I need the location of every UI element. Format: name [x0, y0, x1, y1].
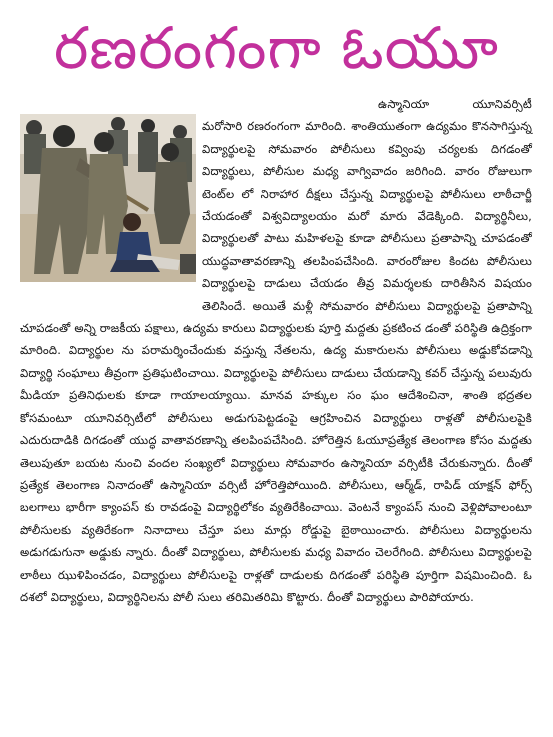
- headline: రణరంగంగా ఓయూ: [54, 14, 499, 82]
- article-paragraph: విద్యార్థులతో పాటు మహిళలపై కూడా పోలీసులు ప్రతాపాన్ని చూపడంతో యుద్ధవాతావరణాన్ని తలపింపచేసింది. వారంరోజుల కిందట పోలీసులు విద్యార్థులపై దాడులు చేయడం తీవ్ర విమర్శలకు దారితీసిన విషయం తెలిసిందే. అయితే మళ్లీ సోమవారం పోలీసులు విద్యార్థులపై ప్రతాపాన్ని చూపడంతో అన్ని రాజకీయ పక్షాలు, ఉద్యమ కారులు విద్యార్థులకు పూర్తి మద్దతు ప్రకటించ డంతో పరిస్థితి ఉద్రిక్తంగా మారింది. విద్యార్థుల ను పరామర్శించేందుకు వస్తున్న నేతలను, ఉద్య మకారులను పోలీసులు అడ్డుకోవడాన్ని విద్యార్థి సంఘాలు తీవ్రంగా ప్రతిఘటించాయి. విద్యార్థులపై పోలీసులు దాడులు చేయడాన్ని కవర్ చేస్తున్న పలువురు మీడియా ప్రతినిధులకు కూడా గాయాలయ్యాయి. మానవ హక్కుల సం ఘం ఆదేశించినా, శాంతి భద్రతల కోసమంటూ యూనివర్సిటీలో పోలీసులు అడుగుపెట్టడంపై ఆగ్రహించిన విద్యార్థులు రాళ్లతో పోలీసులపైకి ఎదురుదాడికి దిగడంతో యుద్ధ వాతావరణాన్ని తలపింపచేసింది. హోరెత్తిన ఓయూప్రత్యేక తెలంగాణ కోసం మద్దతు తెలుపుతూ బయట నుంచి వందల సంఖ్యలో విద్యార్థులు సోమవారం ఉస్మానియా వర్సిటీకి చేరుకున్నారు. దీంతో ప్రత్యేక తెలంగాణ నినాదంతో ఉస్మానియా వర్సిటీ హోరెత్తిపోయింది. పోలీసులు, ఆర్మ్‌డ్, రాపిడ్ యాక్షన్ ఫోర్స్ బలగాలు భారీగా క్యాంపస్ కు రావడంపై విద్యార్థిలోకం వ్యతిరేకించాయి. వెంటనే క్యాంపస్ నుంచి వెళ్లిపోవాలంటూ పోలీసులకు వ్యతిరేకంగా నినాదాలు చేస్తూ పలు మార్లు రోడ్డుపై బైఠాయించారు. పోలీసులు విద్యార్థులను అడుగడుగునా అడ్డుకు న్నారు. దీంతో విద్యార్థులు, పోలీసులకు మధ్య వివాదం చెలరేగింది. పోలీసులు విద్యార్థులపై లాఠీలు ఝుళిపించడం, విద్యార్థులు పోలీసులపై రాళ్లతో దాడులకు దిగడంతో పరిస్థితి పూర్తిగా విషమించింది. ఓ దశలో విద్యార్థులు, విద్యార్థినిలను పోలీ సులు తరిమితరిమి కొట్టారు. దీంతో విద్యార్థులు పారిపోయారు.: [20, 231, 532, 604]
- photo-spacer: [20, 93, 202, 297]
- article-body: [20, 93, 532, 608]
- article-lead: ఉస్మానియా యూనివర్సిటీ మరోసారి రణరంగంగా మారింది. శాంతియుతంగా ఉద్యమం కొనసాగిస్తున్న విద్యార్థులపై సోమవారం పోలీసులు కవ్వింపు చర్యలకు దిగడంతో విద్యార్థులు, పోలీసుల మధ్య వాగ్వివాదం జరిగింది. వారం రోజులుగా టెంట్‌ల లో నిరాహార దీక్షలు చేస్తున్న విద్యార్థులపై పోలీసులు లాఠీచార్జీ చేయడంతో విశ్వవిద్యాలయం మరో మారు వేడెక్కింది. విద్యార్థినీలు,: [202, 97, 532, 224]
